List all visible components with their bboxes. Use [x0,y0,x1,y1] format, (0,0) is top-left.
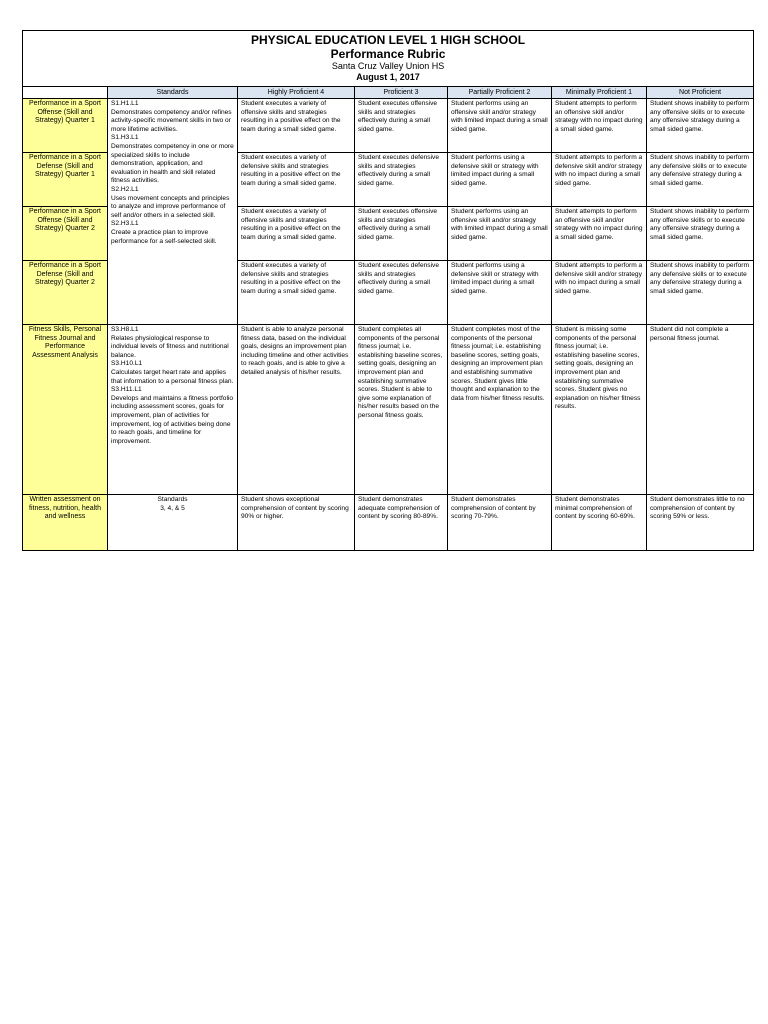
rubric-cell: Student attempts to perform an offensive skill and/or strategy with no impact during a small sided game. [552,207,647,261]
rubric-cell: Student did not complete a personal fitness journal. [647,325,754,495]
table-row [23,99,754,153]
document-date: August 1, 2017 [356,72,420,82]
row-label: Performance in a Sport Defense (Skill and Strategy) Quarter 1 [23,153,108,207]
table-row [23,325,754,495]
rubric-header [23,31,754,87]
standards-cell: S3.H8.L1 Relates physiological response to individual levels of fitness and nutritional balance. S3.H10.L1 Calculates target heart rate and applies that information to a personal fitness plan. S3.H11.L1 Develops and maintains a fitness portfolio including assessment scores, goals for improvement, plan of activities for improvement, log of activities being done to reach goals, and timeline for improvement. [108,325,238,495]
row-label: Performance in a Sport Defense (Skill and Strategy) Quarter 2 [23,261,108,325]
rubric-cell: Student shows exceptional comprehension of content by scoring 90% or higher. [238,495,355,551]
column-header: Minimally Proficient 1 [552,87,647,99]
column-header-row [23,87,754,99]
rubric-cell: Student shows inability to perform any offensive skills or to execute any offensive strategy during a small sided game. [647,207,754,261]
rubric-cell: Student demonstrates little to no comprehension of content by scoring 59% or less. [647,495,754,551]
rubric-page [22,30,753,551]
rubric-cell: Student is missing some components of the personal fitness journal; i.e. establishing baseline scores, setting goals, designing an improvement plan and establishing summative scores. Student gives no explanation on his/her fitness results. [552,325,647,495]
rubric-cell: Student attempts to perform a defensive skill and/or strategy with no impact during a small sided game. [552,153,647,207]
rubric-cell: Student executes a variety of offensive skills and strategies resulting in a positive effect on the team during a small sided game. [238,99,355,153]
standards-cell: Standards 3, 4, & 5 [108,495,238,551]
rubric-cell: Student executes offensive skills and strategies effectively during a small sided game. [355,99,448,153]
column-header: Proficient 3 [355,87,448,99]
rubric-cell: Student performs using an offensive skill and/or strategy with limited impact during a small sided game. [448,207,552,261]
column-header: Highly Proficient 4 [238,87,355,99]
rubric-cell: Student executes defensive skills and strategies effectively during a small sided game. [355,261,448,325]
column-header: Standards [108,87,238,99]
column-header: Not Proficient [647,87,754,99]
rubric-cell: Student shows inability to perform any offensive skills or to execute any offensive strategy during a small sided game. [647,99,754,153]
document-title: PHYSICAL EDUCATION LEVEL 1 HIGH SCHOOL [251,33,526,47]
rubric-table [22,30,754,551]
row-label: Performance in a Sport Offense (Skill and Strategy) Quarter 2 [23,207,108,261]
rubric-cell: Student executes defensive skills and strategies effectively during a small sided game. [355,153,448,207]
rubric-cell: Student demonstrates minimal comprehension of content by scoring 60-69%. [552,495,647,551]
rubric-cell: Student attempts to perform a defensive skill and/or strategy with no impact during a small sided game. [552,261,647,325]
row-label: Written assessment on fitness, nutrition, health and wellness [23,495,108,551]
rubric-cell: Student performs using an offensive skill and/or strategy with limited impact during a small sided game. [448,99,552,153]
school-name: Santa Cruz Valley Union HS [331,61,445,71]
column-header: Partially Proficient 2 [448,87,552,99]
rubric-cell: Student completes most of the components of the personal fitness journal; i.e. establishing baseline scores, setting goals, designing an improvement plan and establishing summative scores. Student gives little thought and explanation to the data from his/her fitness results. [448,325,552,495]
rubric-cell: Student executes a variety of defensive skills and strategies resulting in a positive effect on the team during a small sided game. [238,153,355,207]
rubric-cell: Student demonstrates adequate comprehension of content by scoring 80-89%. [355,495,448,551]
rubric-cell: Student shows inability to perform any defensive skills or to execute any defensive strategy during a small sided game. [647,153,754,207]
rubric-cell: Student performs using a defensive skill or strategy with limited impact during a small sided game. [448,153,552,207]
table-row [23,495,754,551]
rubric-cell: Student executes offensive skills and strategies effectively during a small sided game. [355,207,448,261]
rubric-cell: Student executes a variety of defensive skills and strategies resulting in a positive effect on the team during a small sided game. [238,261,355,325]
rubric-cell: Student attempts to perform an offensive skill and/or strategy with no impact during a small sided game. [552,99,647,153]
sport-standards-cell: S1.H1.L1 Demonstrates competency and/or refines activity-specific movement skills in two or more lifetime activities. S1.H3.L1 Demonstrates competency in one or more specialized skills to include demonstration, application, and evaluation in health and skill related fitness activities. S2.H2.L1 Uses movement concepts and principles to analyze and improve performance of self and/or others in a selected skill. S2.H3.L1 Create a practice plan to improve performance for a self-selected skill. [108,99,238,325]
blank-header-cell [23,87,108,99]
row-label: Performance in a Sport Offense (Skill and Strategy) Quarter 1 [23,99,108,153]
row-label: Fitness Skills, Personal Fitness Journal and Performance Assessment Analysis [23,325,108,495]
document-subtitle: Performance Rubric [330,47,446,61]
rubric-cell: Student is able to analyze personal fitness data, based on the individual goals, designs an improvement plan including timeline and other activities to reach goals, and is able to give a detailed analysis of his/her results. [238,325,355,495]
rubric-cell: Student shows inability to perform any defensive skills or to execute any defensive strategy during a small sided game. [647,261,754,325]
rubric-cell: Student completes all components of the personal fitness journal; i.e. establishing baseline scores, setting goals, designing an improvement plan and establishing summative scores. Student is able to give some explanation of his/her results based on the personal fitness goals. [355,325,448,495]
rubric-cell: Student performs using a defensive skill or strategy with limited impact during a small sided game. [448,261,552,325]
rubric-cell: Student executes a variety of offensive skills and strategies resulting in a positive effect on the team during a small sided game. [238,207,355,261]
rubric-cell: Student demonstrates comprehension of content by scoring 70-79%. [448,495,552,551]
